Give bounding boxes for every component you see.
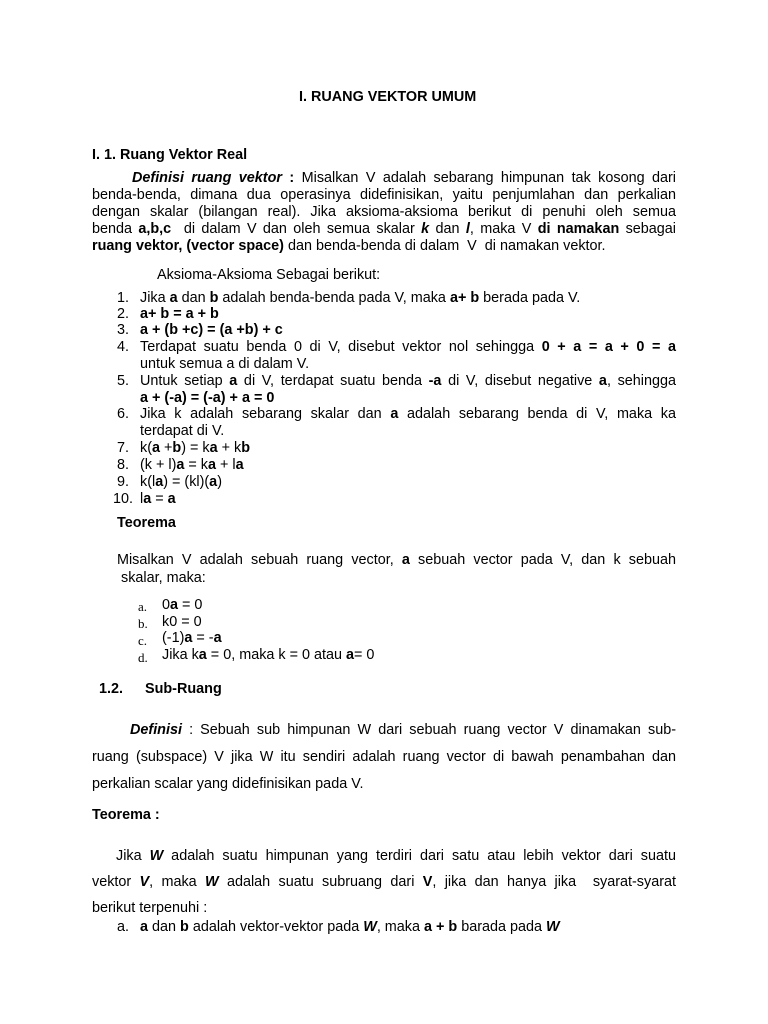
axiom-item-5: Untuk setiap a di V, terdapat suatu benda -a di V, disebut negative a, sehingga a + (-a) = (-a) + a = 0	[140, 373, 676, 406]
definition-paragraph: Definisi ruang vektor : Misalkan V adalah sebarang himpunan tak kosong dari benda-benda, dimana dua operasinya didefinisikan, yaitu penjumlahan dan perkalian dengan skalar (bilangan real). Jika aksioma-aksioma berikut di penuhi oleh semua benda a,b,c di dalam V dan oleh semua skalar k dan l, maka V di namakan sebagai ruang vektor, (vector space) dan benda-benda di dalam V di namakan vektor.	[92, 170, 677, 254]
list-letter: d.	[138, 650, 148, 665]
axiom-item-2: a+ b = a + b	[140, 306, 219, 322]
condition-label: a.	[117, 919, 130, 935]
axiom-item-8: (k + l)a = ka + la	[140, 457, 244, 473]
list-number: 6.	[117, 406, 130, 422]
list-letter: a.	[138, 599, 148, 614]
axiom-item-4: Terdapat suatu benda 0 di V, disebut vektor nol sehingga 0 + a = a + 0 = a untuk semua a di dalam V.	[140, 339, 676, 372]
section-heading-sub-ruang: Sub-Ruang	[145, 681, 222, 697]
list-number: 3.	[117, 322, 130, 338]
theorem-item-a: 0a = 0	[162, 597, 203, 613]
list-letter: b.	[138, 616, 148, 631]
list-number: 5.	[117, 373, 130, 389]
axiom-item-6: Jika k adalah sebarang skalar dan a adalah sebarang benda di V, maka ka terdapat di V.	[140, 406, 676, 439]
section-number: 1.2.	[99, 681, 124, 697]
subspace-definition: Definisi : Sebuah sub himpunan W dari sebuah ruang vector V dinamakan sub- ruang (subspace) V jika W itu sendiri adalah ruang vector di bawah penambahan dan perkalian scalar yang didefinisikan pada V.	[92, 722, 676, 792]
list-number: 7.	[117, 440, 130, 456]
axioms-intro: Aksioma-Aksioma Sebagai berikut:	[157, 267, 381, 283]
theorem-heading: Teorema	[117, 515, 176, 531]
axiom-item-10: la = a	[140, 491, 176, 507]
theorem-item-b: k0 = 0	[162, 614, 202, 630]
axiom-item-3: a + (b +c) = (a +b) + c	[140, 322, 283, 338]
condition-a: a dan b adalah vektor-vektor pada W, maka a + b barada pada W	[140, 919, 560, 935]
list-number: 8.	[117, 457, 130, 473]
list-number: 1.	[117, 290, 130, 306]
page-title: I. RUANG VEKTOR UMUM	[299, 89, 477, 105]
list-number: 4.	[117, 339, 130, 355]
subspace-theorem-statement: Jika W adalah suatu himpunan yang terdiri dari satu atau lebih vektor dari suatu vektor V, maka W adalah suatu subruang dari V, jika dan hanya jika syarat-syarat berikut terpenuhi :	[92, 848, 676, 916]
subspace-theorem-heading: Teorema :	[92, 807, 160, 823]
axiom-item-7: k(a +b) = ka + kb	[140, 440, 251, 456]
theorem-item-d: Jika ka = 0, maka k = 0 atau a= 0	[162, 647, 375, 663]
list-number: 2.	[117, 306, 130, 322]
list-letter: c.	[138, 633, 148, 648]
list-number: 9.	[117, 474, 130, 490]
theorem-item-c: (-1)a = -a	[162, 630, 222, 646]
section-heading-ruang-vektor-real: I. 1. Ruang Vektor Real	[92, 147, 248, 163]
theorem-statement: Misalkan V adalah sebuah ruang vector, a sebuah vector pada V, dan k sebuah skalar, maka:	[117, 552, 677, 586]
axiom-item-1: Jika a dan b adalah benda-benda pada V, maka a+ b berada pada V.	[140, 290, 581, 306]
axiom-item-9: k(la) = (kl)(a)	[140, 474, 222, 490]
list-number: 10.	[113, 491, 134, 507]
